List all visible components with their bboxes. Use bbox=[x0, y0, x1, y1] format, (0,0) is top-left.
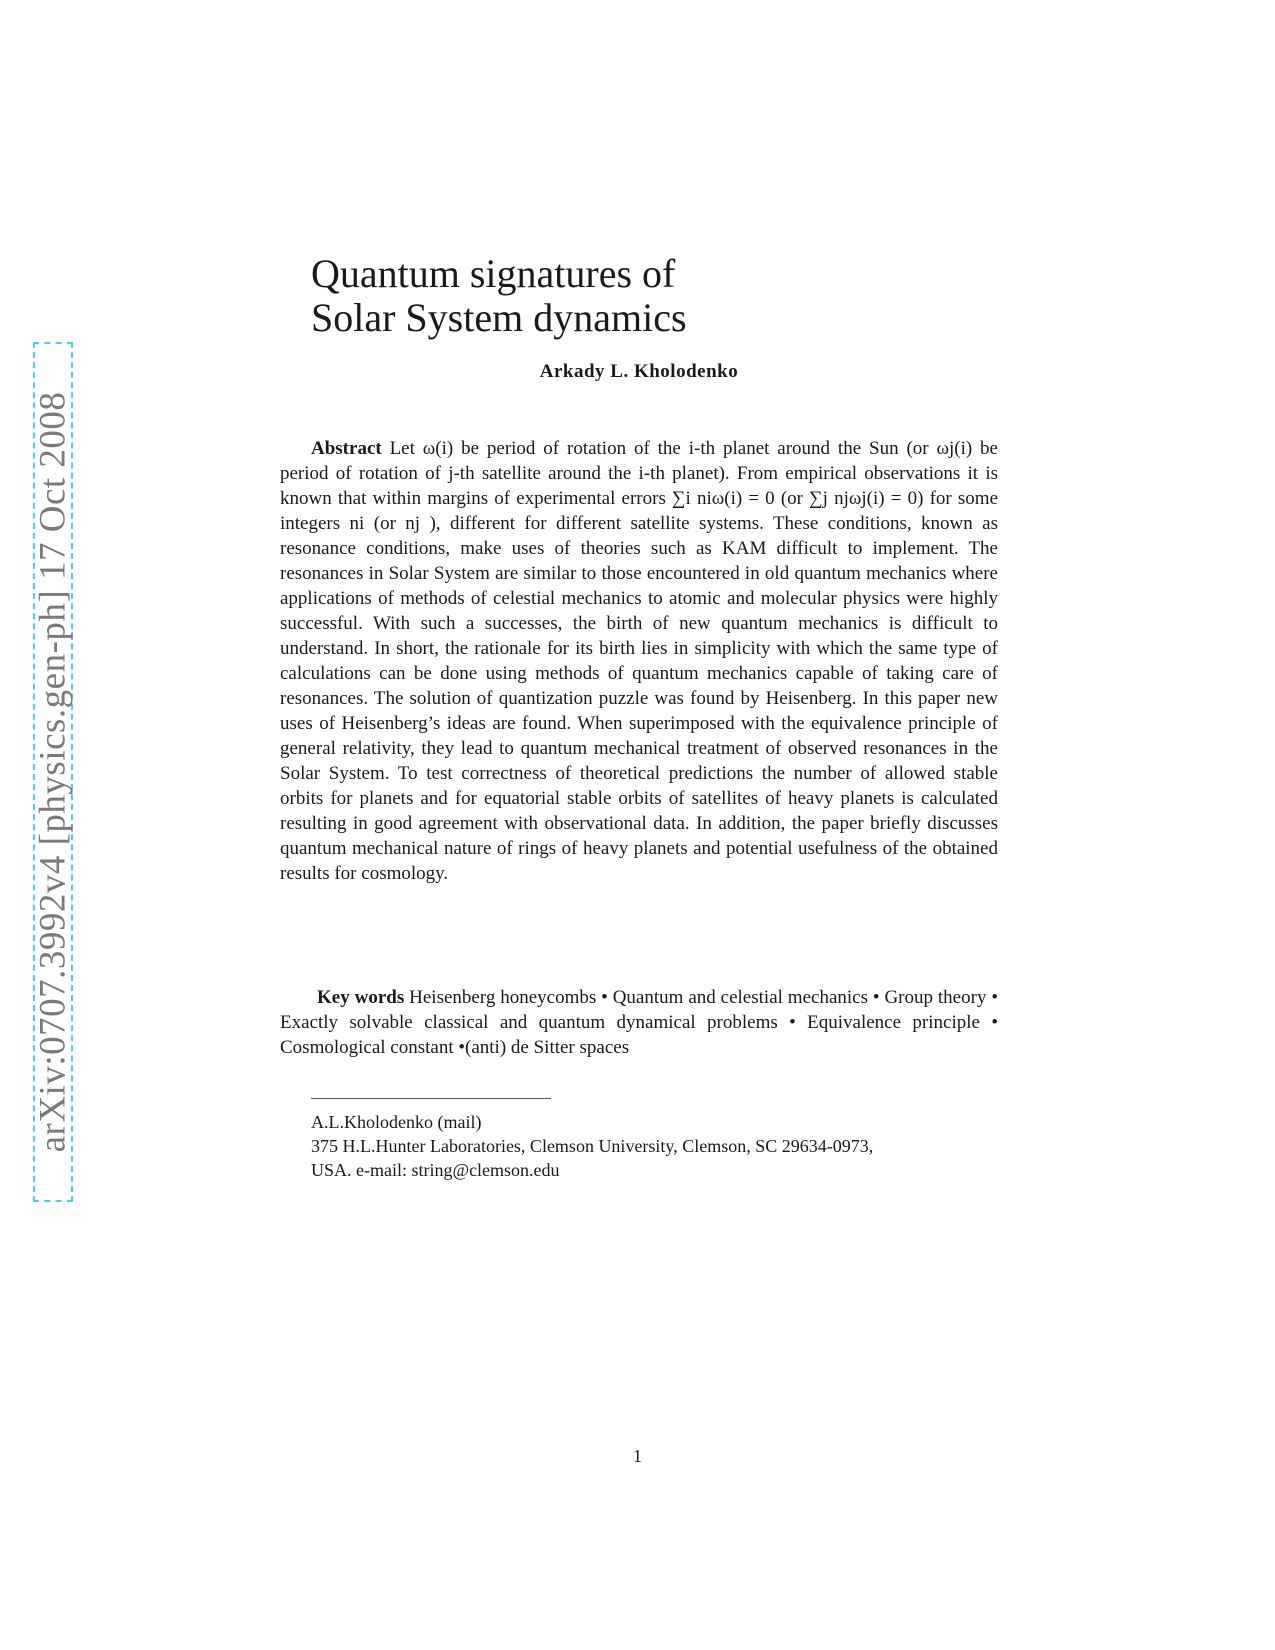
footnote bbox=[311, 1110, 1011, 1182]
abstract-body: Let ω(i) be period of rotation of the i-th planet around the Sun (or ωj(i) be period of rotation of j-th satellite around the i-th planet). From empirical observations it is known that within margins of experimental errors ∑i niω(i) = 0 (or ∑j njωj(i) = 0) for some integers ni (or nj ), different for different satellite systems. These conditions, known as resonance conditions, make uses of theories such as KAM difficult to implement. The resonances in Solar System are similar to those encountered in old quantum mechanics where applications of methods of celestial mechanics to atomic and molecular physics were highly successful. With such a successes, the birth of new quantum mechanics is difficult to understand. In short, the rationale for its birth lies in simplicity with which the same type of calculations can be done using methods of quantum mechanics capable of taking care of resonances. The solution of quantization puzzle was found by Heisenberg. In this paper new uses of Heisenberg’s ideas are found. When superimposed with the equivalence principle of general relativity, they lead to quantum mechanical treatment of observed resonances in the Solar System. To test correctness of theoretical predictions the number of allowed stable orbits for planets and for equatorial stable orbits of satellites of heavy planets is calculated resulting in good agreement with observational data. In addition, the paper briefly discusses quantum mechanical nature of rings of heavy planets and potential usefulness of the obtained results for cosmology. bbox=[280, 438, 998, 884]
page-number: 1 bbox=[633, 1446, 642, 1466]
title-line-2: Solar System dynamics bbox=[311, 295, 687, 340]
abstract bbox=[280, 436, 998, 886]
arxiv-stamp bbox=[33, 342, 73, 1202]
keywords-label: Key words bbox=[317, 987, 405, 1008]
arxiv-identifier[interactable]: arXiv:0707.3992v4 [physics.gen-ph] 17 Oct 2008 bbox=[32, 391, 74, 1153]
keywords bbox=[280, 985, 998, 1060]
footnote-rule bbox=[311, 1098, 551, 1099]
title-line-1: Quantum signatures of bbox=[311, 251, 676, 296]
footnote-author: A.L.Kholodenko (mail) bbox=[311, 1112, 482, 1132]
abstract-label: Abstract bbox=[311, 438, 382, 459]
keywords-body: Heisenberg honeycombs • Quantum and celestial mechanics • Group theory • Exactly solvable classical and quantum dynamical problems • Equivalence principle • Cosmological constant •(anti) de Sitter spaces bbox=[280, 987, 998, 1058]
footnote-email: USA. e-mail: string@clemson.edu bbox=[311, 1160, 560, 1180]
footnote-address: 375 H.L.Hunter Laboratories, Clemson University, Clemson, SC 29634-0973, bbox=[311, 1136, 874, 1156]
author-name: Arkady L. Kholodenko bbox=[539, 361, 739, 382]
paper-title bbox=[311, 252, 911, 340]
